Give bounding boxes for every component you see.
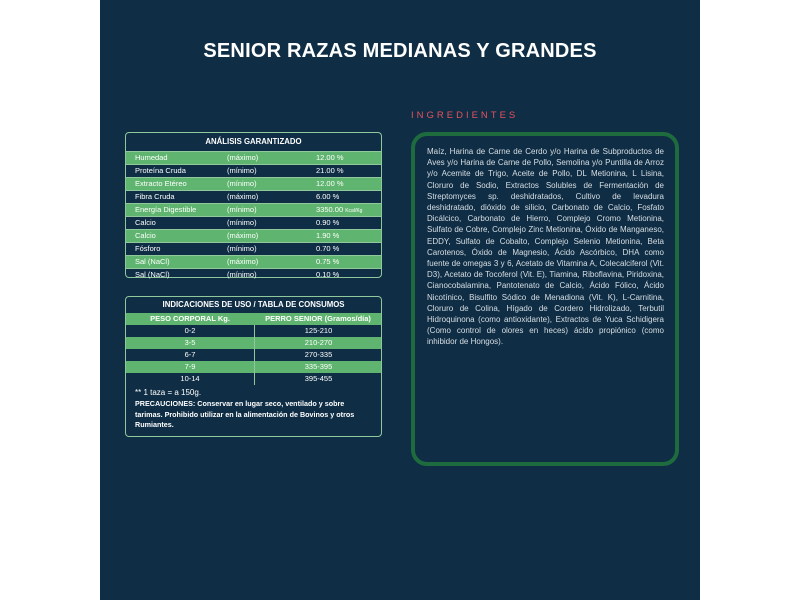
table-row: [126, 349, 381, 361]
weight-cell: 0-2: [184, 326, 196, 335]
table-row: [126, 151, 381, 164]
nutrient-name: Calcio: [135, 218, 156, 227]
nutrient-name: Fibra Cruda: [135, 192, 175, 201]
table-row: [126, 268, 381, 281]
product-label-panel: [100, 0, 700, 600]
usage-table: [125, 296, 382, 437]
guaranteed-analysis-table: [125, 132, 382, 278]
table-row: [126, 203, 381, 216]
weight-cell: 10-14: [180, 374, 200, 383]
weight-cell: 3-5: [184, 338, 196, 347]
nutrient-value: 6.00 %: [316, 192, 340, 201]
nutrient-value: 12.00 %: [316, 179, 344, 188]
ingredients-text: Maíz, Harina de Carne de Cerdo y/o Harina de Subproductos de Aves y/o Harina de Carne de Pollo, Semolina y/o Puntilla de Arroz y/o Acemite de Trigo, Aceite de Pollo, DL Metionina, L Lisina, Cloruro de Sodio, Extractos Solubles de Fermentación de Streptomyces sp. deshidratados, Cultivo de levadura deshidratado, dióxido de silicio, Carbonato de Calcio, Fosfato Dicálcico, Carbonato de Hierro, Complejo Cromo Metionina, Sulfato de Cobre, Complejo Zinc Metionina, Óxido de Manganeso, EDDY, Sulfato de Cobalto, Complejo Selenio Metionina, Beta Carotenos, Óxido de Magnesio, Ácido Ascórbico, DHA como fuente de omegas 3 y 6, Acetato de Vitamina A, Colecalciferol (Vit. D3), Acetato de Tocoferol (Vit. E), Tiamina, Riboflavina, Piridoxina, Cianocobalamina, Pantotenato de Calcio, Ácido Fólico, Ácido Nicotínico, Bisulfito Sódico de Menadiona (Vit. K), L-Carnitina, Cloruro de Colina, Hígado de Cordero Hidrolizado, Terbutil Hidroquinona (como antioxidante), Extractos de Yuca Schidigera (Como control de olores en heces) ácido propiónico (como inhibidor de Hongos).: [427, 147, 664, 347]
nutrient-value: 21.00 %: [316, 166, 344, 175]
nutrient-name: Energía Digestible: [135, 205, 197, 214]
table-row: [126, 177, 381, 190]
weight-cell: 6-7: [184, 350, 196, 359]
amount-cell: 395-455: [254, 373, 382, 385]
energy-unit: Kcal/Kg: [345, 208, 363, 214]
col-weight-header: PESO CORPORAL Kg.: [150, 314, 230, 323]
table-row: [126, 164, 381, 177]
nutrient-qualifier: (mínimo): [227, 270, 257, 279]
nutrient-name: Extracto Etéreo: [135, 179, 187, 188]
nutrient-value: 0.90 %: [316, 218, 340, 227]
nutrient-qualifier: (mínimo): [227, 179, 257, 188]
table-row: [126, 216, 381, 229]
nutrient-value: 12.00 %: [316, 153, 344, 162]
precautions: [126, 397, 381, 431]
table-row: [126, 325, 381, 337]
nutrient-value: 0.70 %: [316, 244, 340, 253]
table-row: [126, 229, 381, 242]
weight-cell: 7-9: [184, 362, 196, 371]
nutrient-qualifier: (mínimo): [227, 244, 257, 253]
table-row: [126, 337, 381, 349]
nutrient-qualifier: (máximo): [227, 231, 259, 240]
nutrient-qualifier: (mínimo): [227, 218, 257, 227]
table-row: [126, 361, 381, 373]
usage-heading: INDICACIONES DE USO / TABLA DE CONSUMOS: [162, 300, 345, 309]
usage-column-headers: [126, 313, 381, 325]
analysis-heading: ANÁLISIS GARANTIZADO: [205, 137, 302, 146]
amount-cell: 270-335: [254, 349, 382, 361]
nutrient-qualifier: (mínimo): [227, 166, 257, 175]
nutrient-name: Calcio: [135, 231, 156, 240]
nutrient-qualifier: (máximo): [227, 153, 259, 162]
table-row: [126, 255, 381, 268]
table-row: [126, 242, 381, 255]
table-row: [126, 190, 381, 203]
nutrient-qualifier: (máximo): [227, 192, 259, 201]
page-title: SENIOR RAZAS MEDIANAS Y GRANDES: [203, 40, 597, 62]
cup-note: ** 1 taza = a 150g.: [135, 388, 202, 397]
ingredients-heading: INGREDIENTES: [411, 110, 519, 121]
col-amount-header: PERRO SENIOR (Gramos/día): [265, 314, 371, 323]
nutrient-name: Proteína Cruda: [135, 166, 186, 175]
nutrient-name: Sal (NaCl): [135, 270, 170, 279]
nutrient-value: 0.10 %: [316, 270, 340, 279]
table-row: [126, 373, 381, 385]
nutrient-name: Humedad: [135, 153, 168, 162]
nutrient-value: 0.75 %: [316, 257, 340, 266]
precautions-label: PRECAUCIONES:: [135, 399, 196, 408]
nutrient-value: 1.90 %: [316, 231, 340, 240]
amount-cell: 210-270: [254, 337, 382, 349]
amount-cell: 335-395: [254, 361, 382, 373]
nutrient-qualifier: (máximo): [227, 257, 259, 266]
amount-cell: 125-210: [254, 325, 382, 337]
nutrient-name: Fósforo: [135, 244, 161, 253]
nutrient-qualifier: (mínimo): [227, 205, 257, 214]
precautions-text: Conservar en lugar seco, ventilado y sobre tarimas. Prohibido utilizar en la alimentación de Bovinos y otros Rumiantes.: [135, 399, 355, 429]
energy-value: 3350.00: [316, 205, 344, 214]
nutrient-name: Sal (NaCl): [135, 257, 170, 266]
ingredients-box: [411, 132, 679, 466]
